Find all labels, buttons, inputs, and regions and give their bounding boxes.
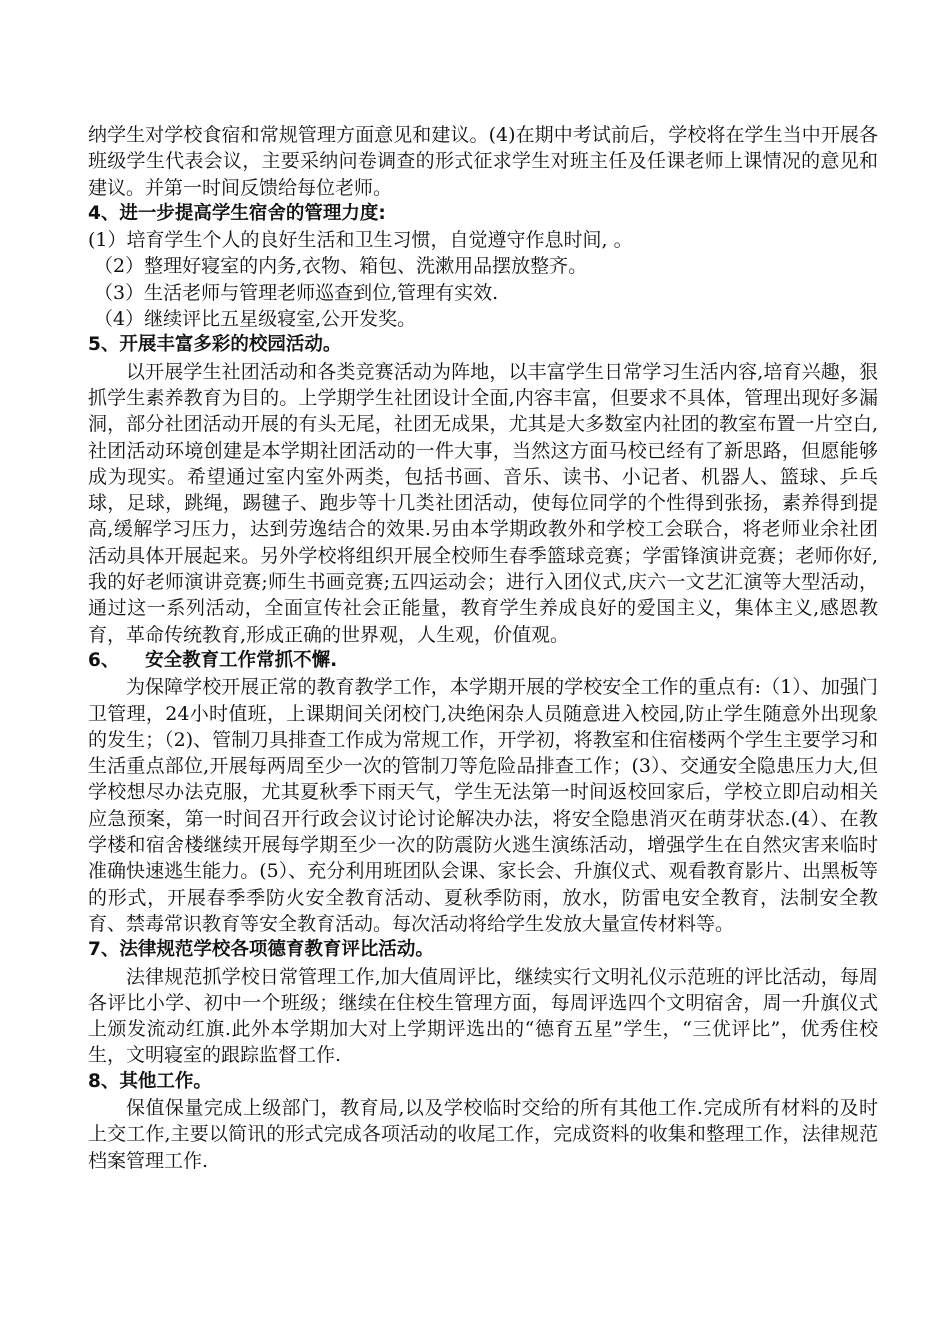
- section-8-body: 保值保量完成上级部门，教育局,以及学校临时交给的所有其他工作.完成所有材料的及时上交工作,主要以简讯的形式完成各项活动的收尾工作，完成资料的收集和整理工作，法律规范档案管理工作.: [88, 1096, 878, 1172]
- document-page: [88, 122, 878, 1174]
- section-4-item-4: （4）继续评比五星级寝室,公开发奖。: [94, 308, 417, 331]
- intro-paragraph: 纳学生对学校食宿和常规管理方面意见和建议。(4)在期中考试前后，学校将在学生当中开展各班级学生代表会议，主要采纳问卷调查的形式征求学生对班主任及任课老师上课情况的意见和建议。并第一时间反馈给每位老师。: [88, 124, 878, 199]
- section-4-item-1: (1）培育学生个人的良好生活和卫生习惯，自觉遵守作息时间, 。: [88, 229, 633, 252]
- section-5-heading: 5、开展丰富多彩的校园活动。: [88, 334, 342, 356]
- section-5-body: 以开展学生社团活动和各类竞赛活动为阵地，以丰富学生日常学习生活内容,培育兴趣，狠抓学生素养教育为目的。上学期学生社团设计全面,内容丰富，但要求不具体，管理出现好多漏洞，部分社团活动开展的有头无尾，社团无成果，尤其是大多数室内社团的教室布置一片空白,社团活动环境创建是本学期社团活动的一件大事，当然这方面马校已经有了新思路，但愿能够成为现实。希望通过室内室外两类，包括书画、音乐、读书、小记者、机器人、篮球、乒乓球，足球，跳绳，踢毽子、跑步等十几类社团活动，使每位同学的个性得到张扬，素养得到提高,缓解学习压力，达到劳逸结合的效果.另由本学期政教外和学校工会联合，将老师业余社团活动具体开展起来。另外学校将组织开展全校师生春季篮球竞赛；学雷锋演讲竞赛；老师你好,我的好老师演讲竞赛;师生书画竞赛;五四运动会；进行入团仪式,庆六一文艺汇演等大型活动，通过这一系列活动，全面宣传社会正能量，教育学生养成良好的爱国主义，集体主义,感恩教育，革命传统教育,形成正确的世界观，人生观，价值观。: [88, 360, 878, 646]
- section-6-body: 为保障学校开展正常的教育教学工作，本学期开展的学校安全工作的重点有:（1）、加强门卫管理，24小时值班，上课期间关闭校门,决绝闲杂人员随意进入校园,防止学生随意外出现象的发生；（2)、管制刀具排查工作成为常规工作，开学初，将教室和住宿楼两个学生主要学习和生活重点部位,开展每两周至少一次的管制刀等危险品排查工作；(3）、交通安全隐患压力大,但学校想尽办法克服，尤其夏秋季下雨天气，学生无法第一时间返校回家后，学校立即启动相关应急预案，第一时间召开行政会议讨论讨论解决办法，将安全隐患消灭在萌芽状态.(4）、在教学楼和宿舍楼继续开展每学期至少一次的防震防火逃生演练活动，增强学生在自然灾害来临时准确快速逃生能力。(5）、充分利用班团队会课、家长会、升旗仪式、观看教育影片、出黑板等的形式，开展春季季防火安全教育活动、夏秋季防雨，放水，防雷电安全教育，法制安全教育、禁毒常识教育等安全教育活动。每次活动将给学生发放大量宣传材料等。: [88, 676, 878, 935]
- section-4-item-2: （2）整理好寝室的内务,衣物、箱包、洗漱用品摆放整齐。: [94, 255, 588, 278]
- section-8-heading: 8、其他工作。: [88, 1070, 212, 1092]
- section-7-heading: 7、法律规范学校各项德育教育评比活动。: [88, 939, 434, 961]
- section-4-item-3: （3）生活老师与管理老师巡查到位,管理有实效.: [94, 281, 499, 304]
- section-6-heading: 6、 安全教育工作常抓不懈.: [88, 649, 338, 671]
- section-7-body: 法律规范抓学校日常管理工作,加大值周评比，继续实行文明礼仪示范班的评比活动，每周各评比小学、初中一个班级；继续在住校生管理方面，每周评选四个文明宿舍，周一升旗仪式上颁发流动红旗.此外本学期加大对上学期评选出的“德育五星”学生，“三优评比”，优秀住校生，文明寝室的跟踪监督工作.: [88, 965, 878, 1067]
- section-4-heading: 4、进一步提高学生宿舍的管理力度:: [88, 202, 386, 224]
